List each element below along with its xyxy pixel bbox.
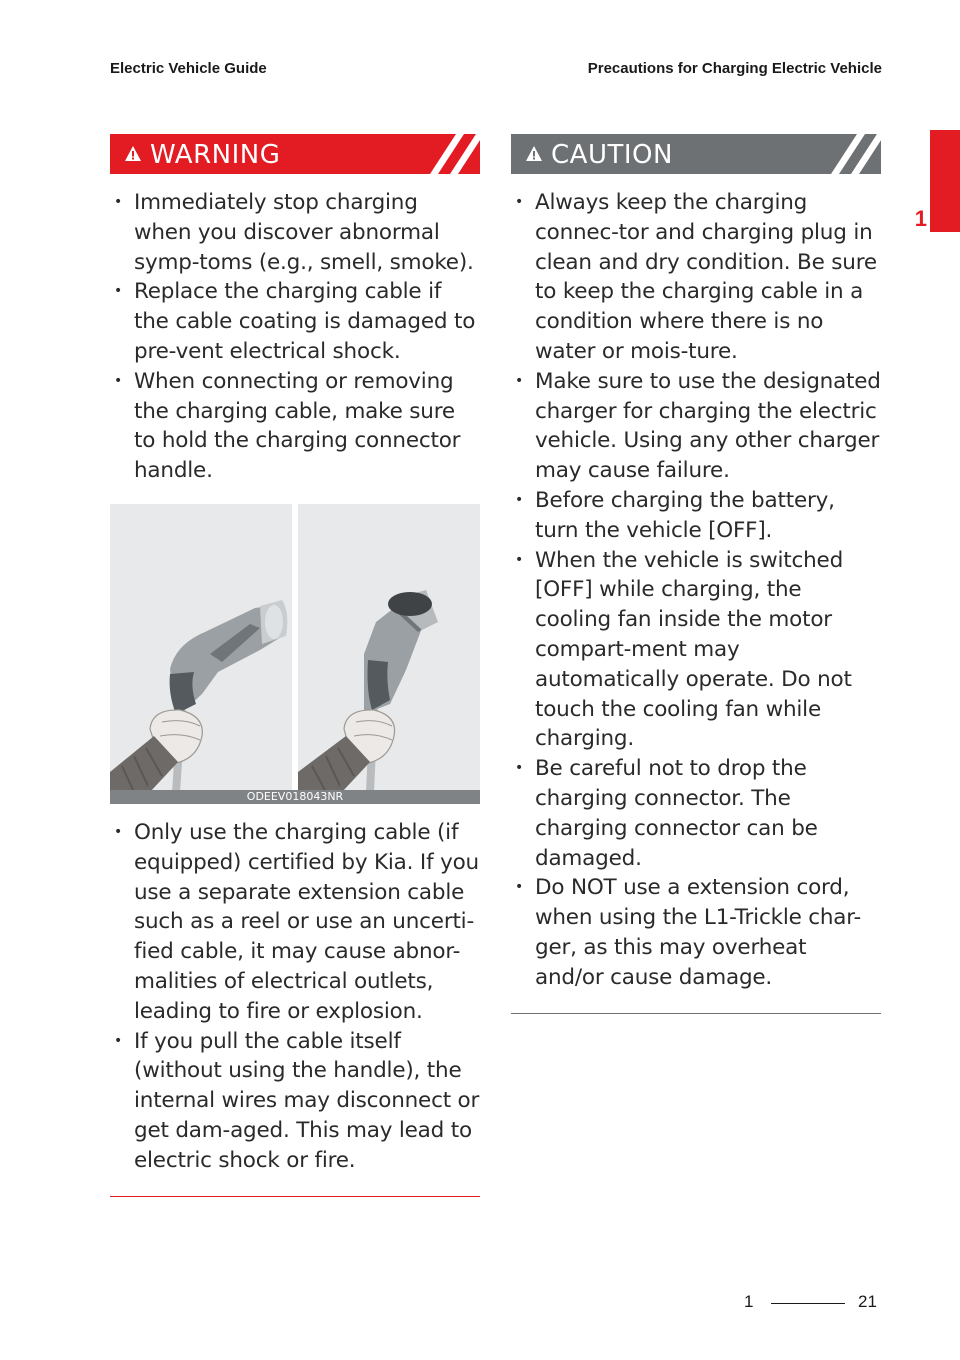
footer-rule xyxy=(771,1303,845,1304)
chapter-tab xyxy=(930,130,960,232)
footer-chapter-number: 1 xyxy=(744,1292,754,1311)
banner-slash-decoration xyxy=(420,134,480,174)
warning-end-rule xyxy=(110,1196,480,1197)
warning-banner xyxy=(110,134,480,174)
warning-icon xyxy=(525,145,543,162)
caution-banner xyxy=(511,134,881,174)
caution-item: • When the vehicle is switched [OFF] while charging, the cooling fan inside the motor compart-ment may automatically operate. Do not touch the cooling fan while charging. xyxy=(511,546,881,755)
warning-list-top xyxy=(110,188,480,486)
warning-item: • Only use the charging cable (if equipped) certified by Kia. If you use a separate extension cable such as a reel or use an uncerti-fied cable, it may cause abnor-malities of electrical outlets, leading to fire or explosion. xyxy=(110,818,480,1027)
caution-item: • Always keep the charging connec-tor and charging plug in clean and dry condition. Be sure to keep the charging cable in a condition where there is no water or mois-ture. xyxy=(511,188,881,367)
caution-item: • Before charging the battery, turn the vehicle [OFF]. xyxy=(511,486,881,546)
warning-item: • Immediately stop charging when you discover abnormal symp-toms (e.g., smell, smoke). xyxy=(110,188,480,277)
banner-slash-decoration xyxy=(821,134,881,174)
caution-list xyxy=(511,188,881,993)
chapter-number: 1 xyxy=(914,206,927,231)
figure-code-label: ODEEV018043NR xyxy=(110,790,480,804)
warning-column xyxy=(110,134,480,1197)
running-header-right: Precautions for Charging Electric Vehicle xyxy=(587,60,882,77)
hand-holding-connector-illustration-left xyxy=(110,504,292,792)
caution-end-rule xyxy=(511,1013,881,1014)
page-number: 21 xyxy=(858,1292,877,1311)
hand-holding-connector-illustration-right xyxy=(298,504,480,792)
caution-item: • Do NOT use a extension cord, when using the L1-Trickle char-ger, as this may overheat and/or cause damage. xyxy=(511,873,881,992)
caution-item: • Be careful not to drop the charging connector. The charging connector can be damaged. xyxy=(511,754,881,873)
warning-icon xyxy=(124,145,142,162)
running-header-left: Electric Vehicle Guide xyxy=(110,60,267,77)
charging-connector-figure xyxy=(110,504,480,804)
caution-item: • Make sure to use the designated charger for charging the electric vehicle. Using any other charger may cause failure. xyxy=(511,367,881,486)
warning-title: WARNING xyxy=(150,140,281,170)
caution-title: CAUTION xyxy=(551,140,673,170)
caution-column xyxy=(511,134,881,1014)
warning-item: • If you pull the cable itself (without using the handle), the internal wires may disconnect or get dam-aged. This may lead to electric shock or fire. xyxy=(110,1027,480,1176)
warning-item: • Replace the charging cable if the cable coating is damaged to pre-vent electrical shock. xyxy=(110,277,480,366)
warning-list-bottom xyxy=(110,818,480,1176)
warning-item: • When connecting or removing the charging cable, make sure to hold the charging connector handle. xyxy=(110,367,480,486)
